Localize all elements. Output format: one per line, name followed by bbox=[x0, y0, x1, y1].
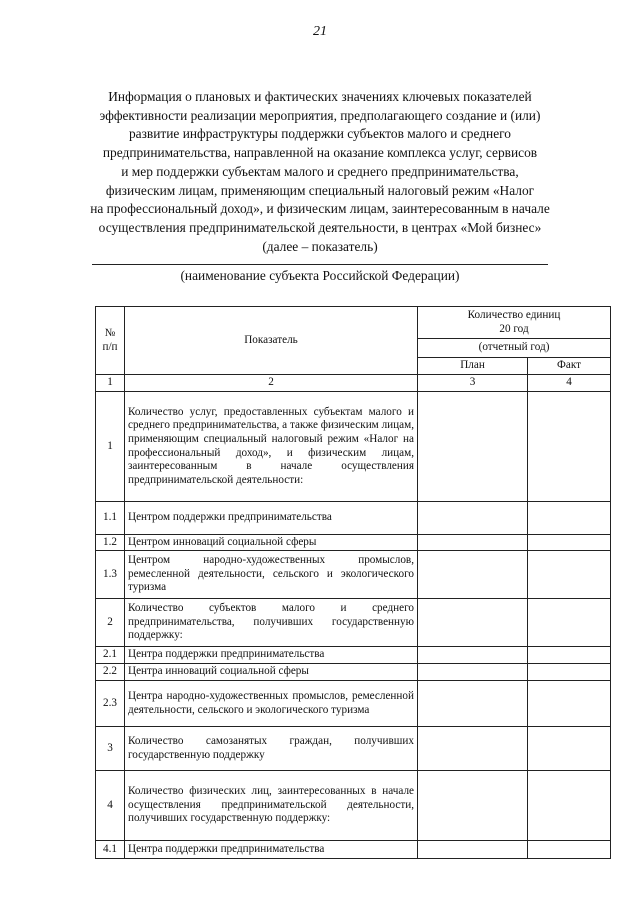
header-number: № п/п bbox=[96, 307, 125, 375]
row-fact bbox=[528, 551, 611, 599]
header-indicator: Показатель bbox=[125, 307, 418, 375]
header-reporting-year: (отчетный год) bbox=[418, 339, 611, 358]
row-plan bbox=[418, 502, 528, 535]
row-plan bbox=[418, 727, 528, 771]
row-plan bbox=[418, 392, 528, 502]
title-line: Информация о плановых и фактических значениях ключевых показателей bbox=[108, 89, 532, 104]
subject-name-caption: (наименование субъекта Российской Федерации) bbox=[180, 268, 460, 283]
row-plan bbox=[418, 599, 528, 647]
row-number: 4 bbox=[96, 771, 125, 841]
row-plan bbox=[418, 841, 528, 859]
header-units bbox=[418, 307, 611, 339]
row-fact bbox=[528, 664, 611, 681]
title-line: (далее – показатель) bbox=[262, 238, 378, 254]
row-fact bbox=[528, 681, 611, 727]
row-plan bbox=[418, 535, 528, 551]
row-fact bbox=[528, 727, 611, 771]
page-number: 21 bbox=[313, 24, 327, 39]
row-number: 1 bbox=[96, 392, 125, 502]
row-fact bbox=[528, 392, 611, 502]
title-line: развитие инфраструктуры поддержки субъектов малого и среднего bbox=[128, 126, 512, 142]
row-number: 2.1 bbox=[96, 647, 125, 664]
header-year: 20 год bbox=[499, 322, 529, 335]
title-line: на профессиональный доход», и физическим лицам, заинтересованным в начале bbox=[90, 201, 550, 217]
row-fact bbox=[528, 599, 611, 647]
title-line: и мер поддержки субъектам малого и среднего предпринимательства, bbox=[121, 163, 519, 179]
row-number: 1.1 bbox=[96, 502, 125, 535]
row-indicator: Центром поддержки предпринимательства bbox=[125, 502, 418, 535]
row-number: 4.1 bbox=[96, 841, 125, 859]
row-indicator: Центра поддержки предпринимательства bbox=[125, 647, 418, 664]
row-indicator: Количество самозанятых граждан, получивших государственную поддержку bbox=[125, 727, 418, 771]
subject-name-line bbox=[92, 264, 548, 265]
row-indicator: Центром инноваций социальной сферы bbox=[125, 535, 418, 551]
table-row bbox=[96, 681, 611, 727]
indicators-table bbox=[95, 306, 611, 859]
row-indicator: Количество субъектов малого и среднего предпринимательства, получивших государственную поддержку: bbox=[125, 599, 418, 647]
row-indicator: Центра инноваций социальной сферы bbox=[125, 664, 418, 681]
row-indicator: Центром народно-художественных промыслов, ремесленной деятельности, сельского и экологического туризма bbox=[125, 551, 418, 599]
row-fact bbox=[528, 647, 611, 664]
row-indicator: Центра народно-художественных промыслов, ремесленной деятельности, сельского и экологического туризма bbox=[125, 681, 418, 727]
column-number: 3 bbox=[418, 375, 528, 392]
row-plan bbox=[418, 551, 528, 599]
row-number: 1.2 bbox=[96, 535, 125, 551]
row-plan bbox=[418, 647, 528, 664]
row-number: 1.3 bbox=[96, 551, 125, 599]
row-fact bbox=[528, 502, 611, 535]
table-row bbox=[96, 664, 611, 681]
row-fact bbox=[528, 841, 611, 859]
header-plan: План bbox=[418, 358, 528, 375]
row-plan bbox=[418, 664, 528, 681]
table-row bbox=[96, 841, 611, 859]
row-indicator: Центра поддержки предпринимательства bbox=[125, 841, 418, 859]
header-units-label: Количество единиц bbox=[467, 308, 561, 321]
row-fact bbox=[528, 771, 611, 841]
header-fact: Факт bbox=[528, 358, 611, 375]
row-number: 2 bbox=[96, 599, 125, 647]
column-number: 2 bbox=[125, 375, 418, 392]
row-number: 3 bbox=[96, 727, 125, 771]
table-row bbox=[96, 727, 611, 771]
title-line: эффективности реализации мероприятия, предполагающего создание и (или) bbox=[99, 107, 541, 123]
row-plan bbox=[418, 771, 528, 841]
row-indicator: Количество физических лиц, заинтересованных в начале осуществления предпринимательской деятельности, получивших государственную поддержку: bbox=[125, 771, 418, 841]
row-number: 2.2 bbox=[96, 664, 125, 681]
row-indicator: Количество услуг, предоставленных субъектам малого и среднего предпринимательства, а также физическим лицам, применяющим специальный налоговый режим «Налог на профессиональный доход», и физическим лицам, заинтересованным в начале осуществления предпринимательской деятельности: bbox=[125, 392, 418, 502]
row-plan bbox=[418, 681, 528, 727]
column-number: 1 bbox=[96, 375, 125, 392]
table-row bbox=[96, 647, 611, 664]
document-title bbox=[80, 88, 560, 256]
title-line: предпринимательства, направленной на оказание комплекса услуг, сервисов bbox=[102, 145, 538, 161]
table-row bbox=[96, 551, 611, 599]
table-row bbox=[96, 771, 611, 841]
column-number: 4 bbox=[528, 375, 611, 392]
row-fact bbox=[528, 535, 611, 551]
title-line: физическим лицам, применяющим специальный налоговый режим «Налог bbox=[105, 182, 535, 198]
row-number: 2.3 bbox=[96, 681, 125, 727]
table-row bbox=[96, 535, 611, 551]
table-row bbox=[96, 502, 611, 535]
table-row bbox=[96, 392, 611, 502]
title-line: осуществления предпринимательской деятельности, в центрах «Мой бизнес» bbox=[98, 219, 542, 235]
table-row bbox=[96, 599, 611, 647]
